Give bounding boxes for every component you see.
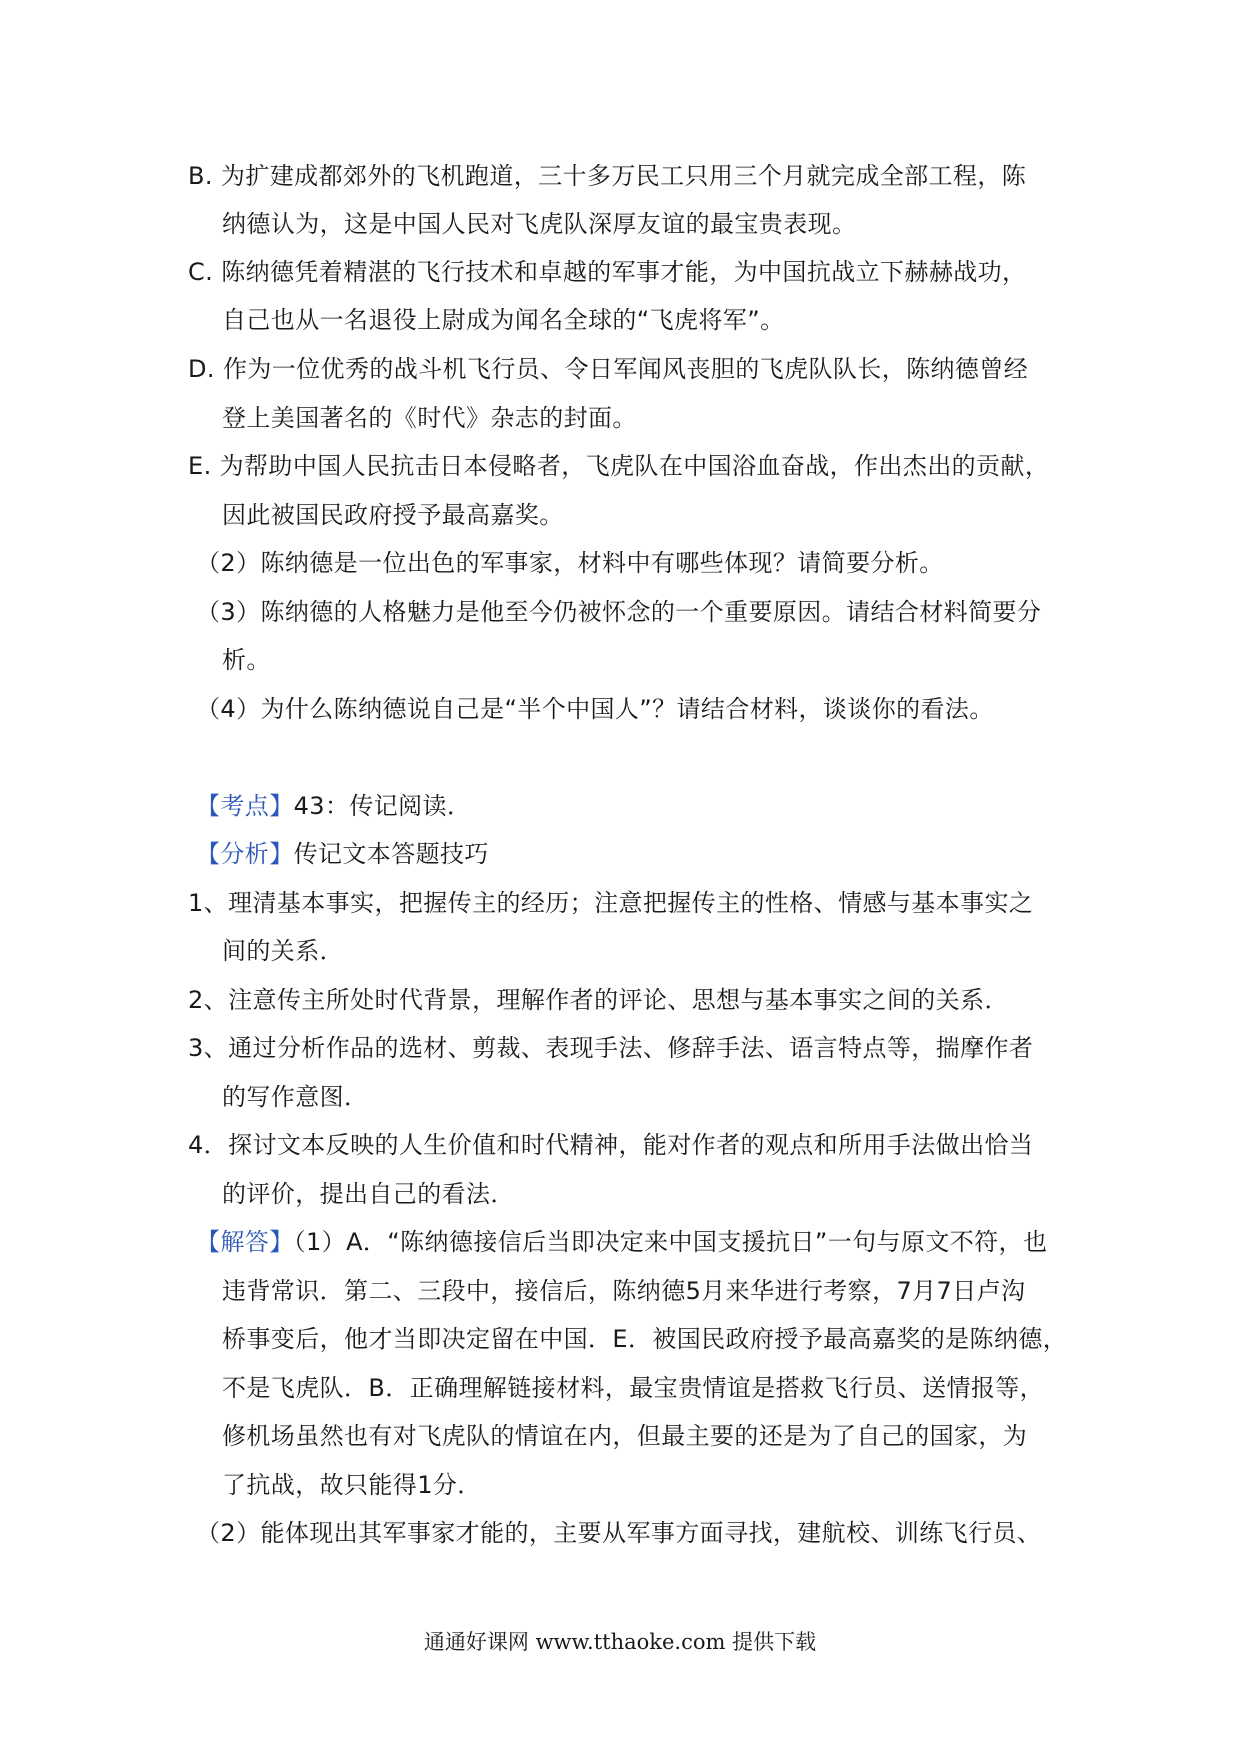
fenxi-text: 传记文本答题技巧	[293, 840, 489, 868]
fenxi-line	[196, 838, 489, 870]
jieda-tag: 【解答】	[196, 1228, 294, 1256]
analysis-point-3-line-1: 3、通过分析作品的选材、剪裁、表现手法、修辞手法、语言特点等，揣摩作者	[188, 1034, 1034, 1062]
kaodian-line	[196, 790, 471, 822]
option-c-line-1: C. 陈纳德凭着精湛的飞行技术和卓越的军事才能，为中国抗战立下赫赫战功，	[188, 258, 1027, 286]
question-3-line-2: 析。	[222, 646, 271, 674]
kaodian-text: 43：传记阅读．	[293, 792, 472, 820]
question-2: （2）陈纳德是一位出色的军事家，材料中有哪些体现？请简要分析。	[196, 549, 944, 577]
jieda-first: （1）A．“陈纳德接信后当即决定来中国支援抗日”一句与原文不符，也	[293, 1228, 1048, 1256]
page-footer: 通通好课网 www.tthaoke.com 提供下载	[423, 1630, 817, 1654]
option-d-line-1: D. 作为一位优秀的战斗机飞行员、令日军闻风丧胆的飞虎队队长，陈纳德曾经	[188, 355, 1029, 383]
kaodian-tag: 【考点】	[196, 792, 294, 820]
option-d-line-2: 登上美国著名的《时代》杂志的封面。	[222, 404, 637, 432]
answer-2-line-1: （2）能体现出其军事家才能的，主要从军事方面寻找，建航校、训练飞行员、	[196, 1519, 1042, 1547]
analysis-point-2: 2、注意传主所处时代背景，理解作者的评论、思想与基本事实之间的关系．	[188, 986, 1009, 1014]
option-c-line-2: 自己也从一名退役上尉成为闻名全球的“飞虎将军”。	[222, 306, 785, 334]
analysis-point-1-line-1: 1、理清基本事实，把握传主的经历；注意把握传主的性格、情感与基本事实之	[188, 889, 1034, 917]
jieda-line-4: 不是飞虎队．B．正确理解链接材料，最宝贵情谊是搭救飞行员、送情报等，	[222, 1374, 1045, 1402]
jieda-line-3: 桥事变后，他才当即决定留在中国．E．被国民政府授予最高嘉奖的是陈纳德，	[222, 1325, 1068, 1353]
option-e-line-2: 因此被国民政府授予最高嘉奖。	[222, 501, 564, 529]
jieda-line-6: 了抗战，故只能得1分．	[222, 1471, 482, 1499]
analysis-point-3-line-2: 的写作意图．	[222, 1083, 369, 1111]
analysis-point-4-line-1: 4．探讨文本反映的人生价值和时代精神，能对作者的观点和所用手法做出恰当	[188, 1131, 1034, 1159]
jieda-line-2: 违背常识．第二、三段中，接信后，陈纳德5月来华进行考察，7月7日卢沟	[222, 1277, 1026, 1305]
jieda-line-5: 修机场虽然也有对飞虎队的情谊在内，但最主要的还是为了自己的国家，为	[222, 1422, 1028, 1450]
option-e-line-1: E. 为帮助中国人民抗击日本侵略者，飞虎队在中国浴血奋战，作出杰出的贡献，	[188, 452, 1050, 480]
fenxi-tag: 【分析】	[196, 840, 294, 868]
question-3-line-1: （3）陈纳德的人格魅力是他至今仍被怀念的一个重要原因。请结合材料简要分	[196, 598, 1042, 626]
analysis-point-4-line-2: 的评价，提出自己的看法．	[222, 1180, 515, 1208]
option-b-line-1: B. 为扩建成都郊外的飞机跑道，三十多万民工只用三个月就完成全部工程，陈	[188, 162, 1027, 190]
question-4: （4）为什么陈纳德说自己是“半个中国人”？请结合材料，谈谈你的看法。	[196, 695, 994, 723]
jieda-line-1	[196, 1226, 1047, 1258]
analysis-point-1-line-2: 间的关系．	[222, 937, 344, 965]
option-b-line-2: 纳德认为，这是中国人民对飞虎队深厚友谊的最宝贵表现。	[222, 210, 857, 238]
